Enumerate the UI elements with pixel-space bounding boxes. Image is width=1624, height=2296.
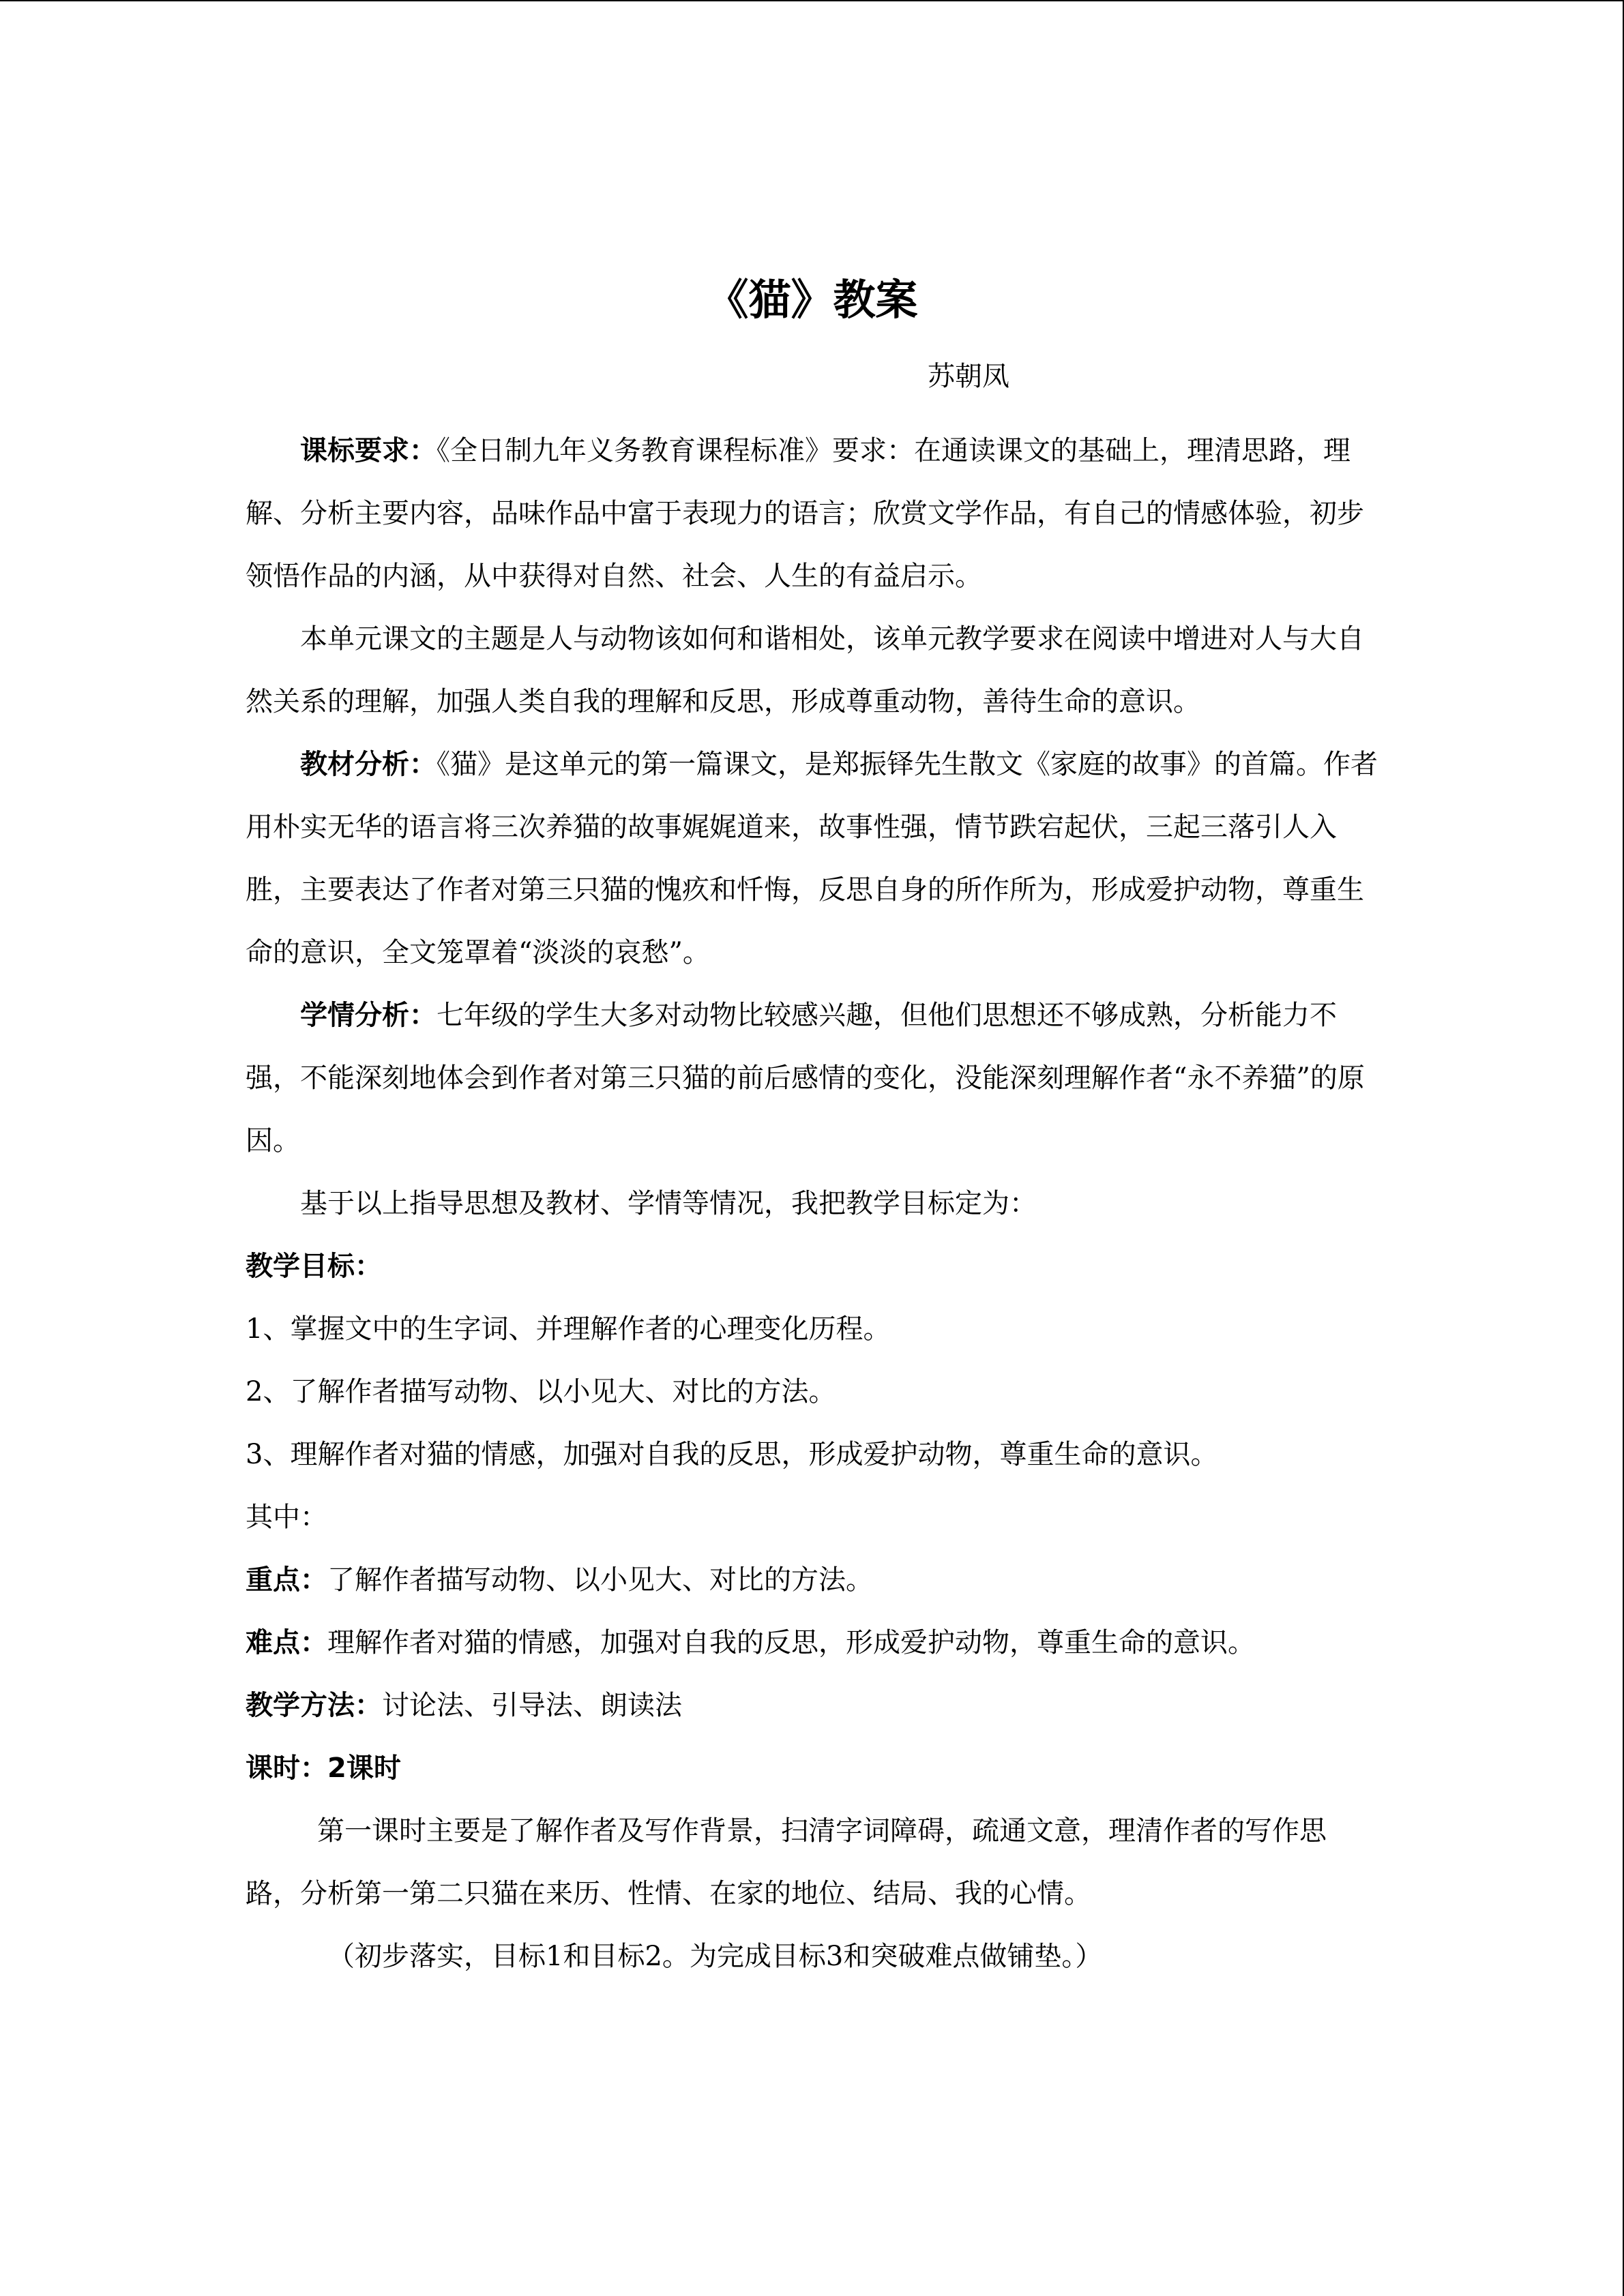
textbook-label: 教材分析：: [300, 749, 437, 780]
document-title: 《猫》教案: [706, 275, 918, 325]
methods-text: 讨论法、引导法、朗读法: [382, 1690, 682, 1721]
hours-text: 2课时: [327, 1753, 401, 1784]
key-point-line: [246, 1549, 1379, 1611]
note-line: （初步落实，目标1和目标2。为完成目标3和突破难点做铺垫。）: [327, 1941, 1103, 1972]
objective-item: 2、了解作者描写动物、以小见大、对比的方法。: [246, 1376, 836, 1407]
hours-line: [246, 1737, 1379, 1800]
methods-line: [246, 1674, 1379, 1737]
author-name: 苏朝凤: [928, 361, 1009, 392]
difficult-point-line: [246, 1611, 1379, 1674]
transition-paragraph: 基于以上指导思想及教材、学情等情况，我把教学目标定为：: [300, 1188, 1037, 1219]
difficult-point-text: 理解作者对猫的情感，加强对自我的反思，形成爱护动物，尊重生命的意识。: [327, 1627, 1255, 1658]
objectives-heading: 教学目标：: [246, 1251, 382, 1282]
methods-label: 教学方法：: [246, 1690, 382, 1721]
key-point-label: 重点：: [246, 1564, 327, 1596]
students-paragraph: [246, 984, 1379, 1172]
key-point-text: 了解作者描写动物、以小见大、对比的方法。: [327, 1564, 873, 1596]
first-lesson-paragraph: 第一课时主要是了解作者及写作背景，扫清字词障碍，疏通文意，理清作者的写作思路，分析第一第二只猫在来历、性情、在家的地位、结局、我的心情。: [246, 1815, 1327, 1909]
objective-item: 3、理解作者对猫的情感，加强对自我的反思，形成爱护动物，尊重生命的意识。: [246, 1439, 1218, 1470]
objective-item: 1、掌握文中的生字词、并理解作者的心理变化历程。: [246, 1313, 891, 1345]
students-text: 七年级的学生大多对动物比较感兴趣，但他们思想还不够成熟，分析能力不强，不能深刻地体会到作者对第三只猫的前后感情的变化，没能深刻理解作者“永不养猫”的原因。: [246, 1000, 1365, 1157]
curriculum-text: 《全日制九年义务教育课程标准》要求：在通读课文的基础上，理清思路，理解、分析主要内容，品味作品中富于表现力的语言；欣赏文学作品，有自己的情感体验，初步领悟作品的内涵，从中获得对自然、社会、人生的有益启示。: [246, 435, 1364, 592]
among-line: 其中：: [246, 1502, 327, 1533]
students-label: 学情分析：: [300, 1000, 437, 1031]
textbook-text: 《猫》是这单元的第一篇课文，是郑振铎先生散文《家庭的故事》的首篇。作者用朴实无华的语言将三次养猫的故事娓娓道来，故事性强，情节跌宕起伏，三起三落引人入胜，主要表达了作者对第三只猫的愧疚和忏悔，反思自身的所作所为，形成爱护动物，尊重生命的意识，全文笼罩着“淡淡的哀愁”。: [246, 749, 1378, 968]
hours-label: 课时：: [246, 1753, 327, 1784]
unit-theme-paragraph: 本单元课文的主题是人与动物该如何和谐相处，该单元教学要求在阅读中增进对人与大自然关系的理解，加强人类自我的理解和反思，形成尊重动物，善待生命的意识。: [246, 623, 1364, 717]
textbook-paragraph: [246, 733, 1379, 984]
curriculum-label: 课标要求：: [300, 435, 437, 466]
curriculum-paragraph: [246, 419, 1379, 608]
document-body: [246, 419, 1379, 1988]
difficult-point-label: 难点：: [246, 1627, 327, 1658]
